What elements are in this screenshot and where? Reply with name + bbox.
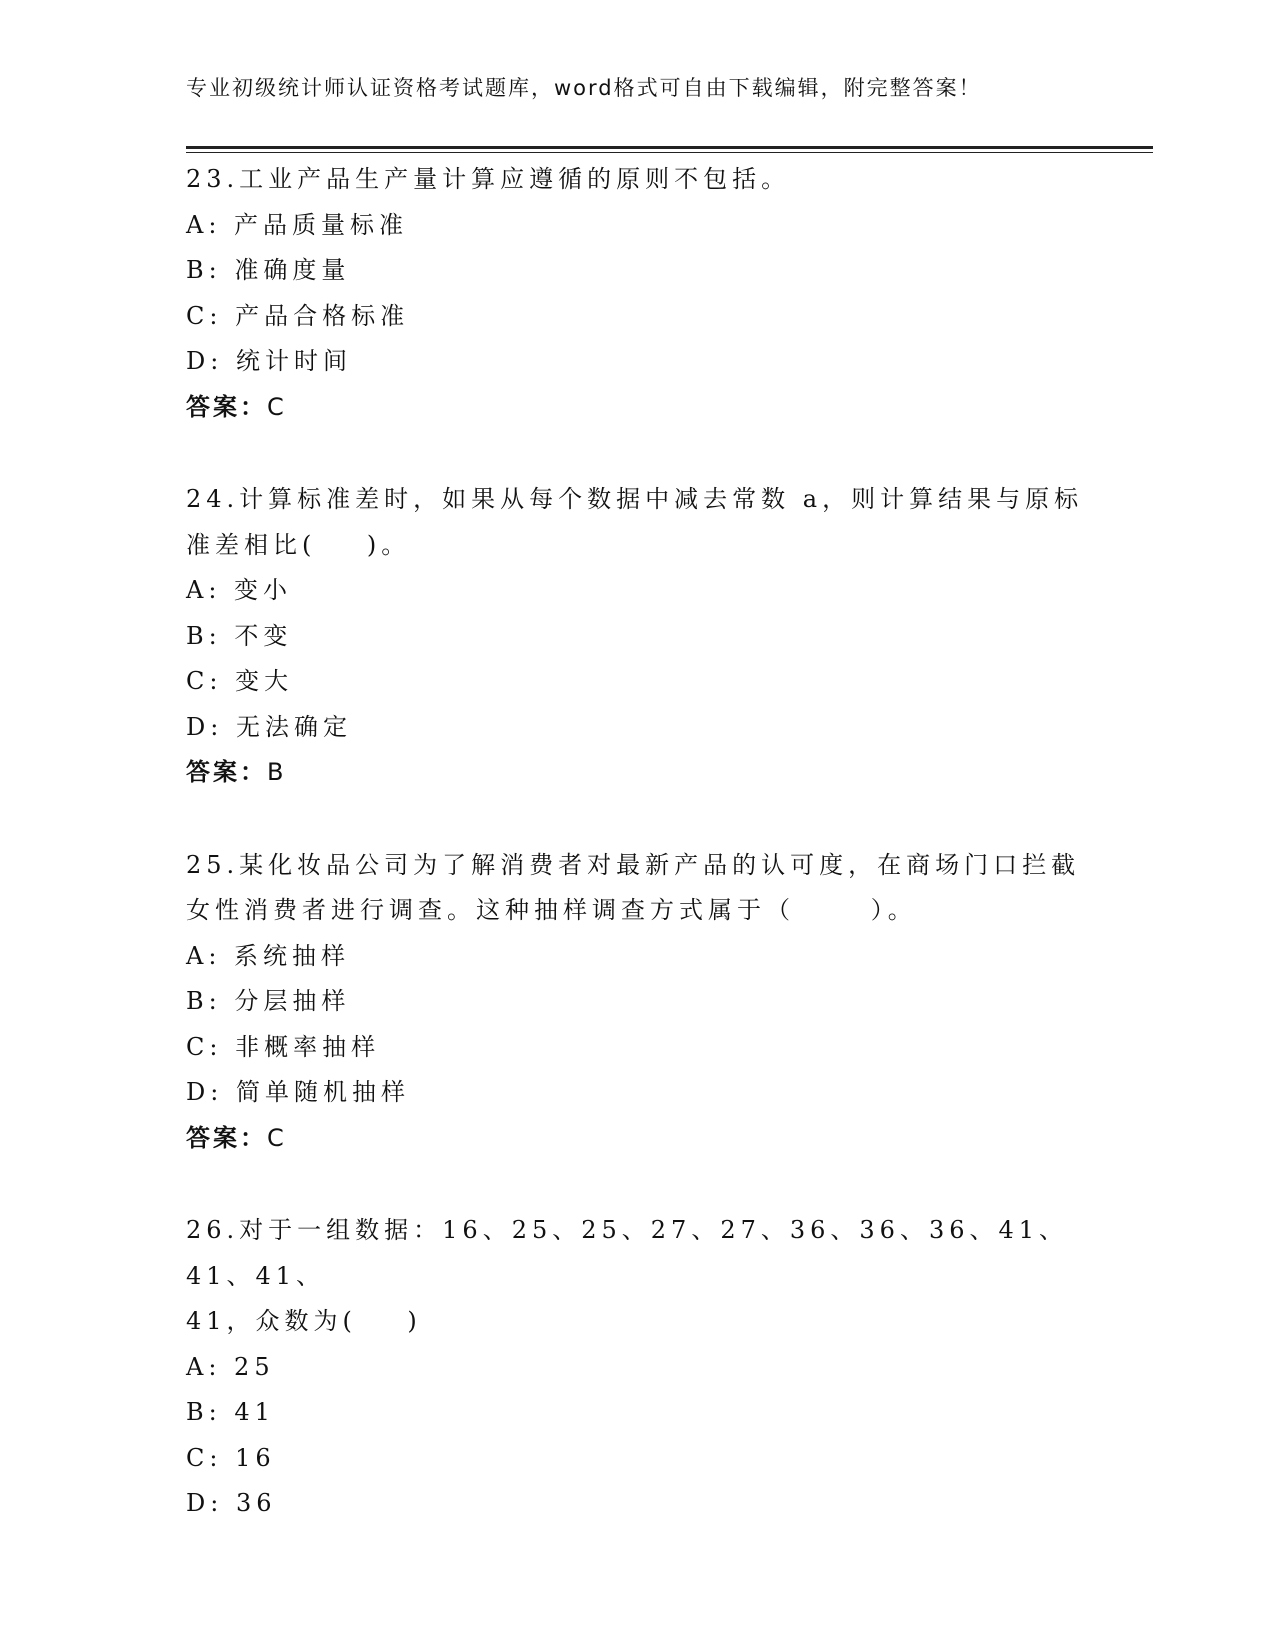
question-stem-line: 25.某化妆品公司为了解消费者对最新产品的认可度，在商场门口拦截 — [186, 850, 1081, 879]
answer-label: 答案： — [186, 758, 267, 786]
option-b: B: 准确度量 — [186, 256, 351, 284]
question-stem-line: 26.对于一组数据：16、25、25、27、27、36、36、36、41、41、41、 — [186, 1216, 1069, 1290]
question-25 — [186, 843, 1086, 1162]
option-a: A: 变小 — [186, 576, 293, 604]
option-a: A: 系统抽样 — [186, 941, 351, 970]
option-c: C: 16 — [186, 1443, 276, 1472]
option-c: C: 非概率抽样 — [186, 1032, 381, 1061]
question-stem-line: 24.计算标准差时，如果从每个数据中减去常数 a，则计算结果与原标 — [186, 485, 1084, 513]
option-d: D: 36 — [186, 1489, 277, 1517]
question-stem-line: 准差相比( )。 — [186, 530, 411, 559]
option-a: A: 25 — [186, 1352, 275, 1381]
question-24 — [186, 477, 1086, 796]
option-d: D: 统计时间 — [186, 347, 352, 375]
option-c: C: 产品合格标准 — [186, 301, 410, 330]
option-b: B: 41 — [186, 1398, 275, 1426]
answer-value: C — [267, 392, 287, 421]
answer-label: 答案： — [186, 1123, 267, 1152]
answer-line — [186, 385, 1086, 431]
option-b: B: 不变 — [186, 621, 293, 650]
answer-value: C — [267, 1123, 287, 1152]
question-list — [186, 157, 1086, 1574]
answer-value: B — [267, 758, 287, 786]
option-c: C: 变大 — [186, 667, 294, 695]
answer-label: 答案： — [186, 392, 267, 421]
answer-line — [186, 1116, 1086, 1162]
answer-line — [186, 750, 1086, 796]
question-26 — [186, 1208, 1086, 1527]
option-a: A: 产品质量标准 — [186, 210, 409, 239]
option-d: D: 无法确定 — [186, 712, 352, 741]
question-stem-line: 女性消费者进行调查。这种抽样调查方式属于（ ）。 — [186, 896, 917, 924]
header-rule-thick — [186, 146, 1153, 149]
option-b: B: 分层抽样 — [186, 987, 351, 1015]
page-header: 专业初级统计师认证资格考试题库，word格式可自由下载编辑，附完整答案！ — [186, 76, 982, 100]
question-23 — [186, 157, 1086, 430]
question-stem-line: 23.工业产品生产量计算应遵循的原则不包括。 — [186, 165, 791, 193]
header-rule-thin — [186, 152, 1153, 153]
question-stem-line: 41，众数为( ) — [186, 1307, 422, 1335]
option-d: D: 简单随机抽样 — [186, 1078, 410, 1106]
